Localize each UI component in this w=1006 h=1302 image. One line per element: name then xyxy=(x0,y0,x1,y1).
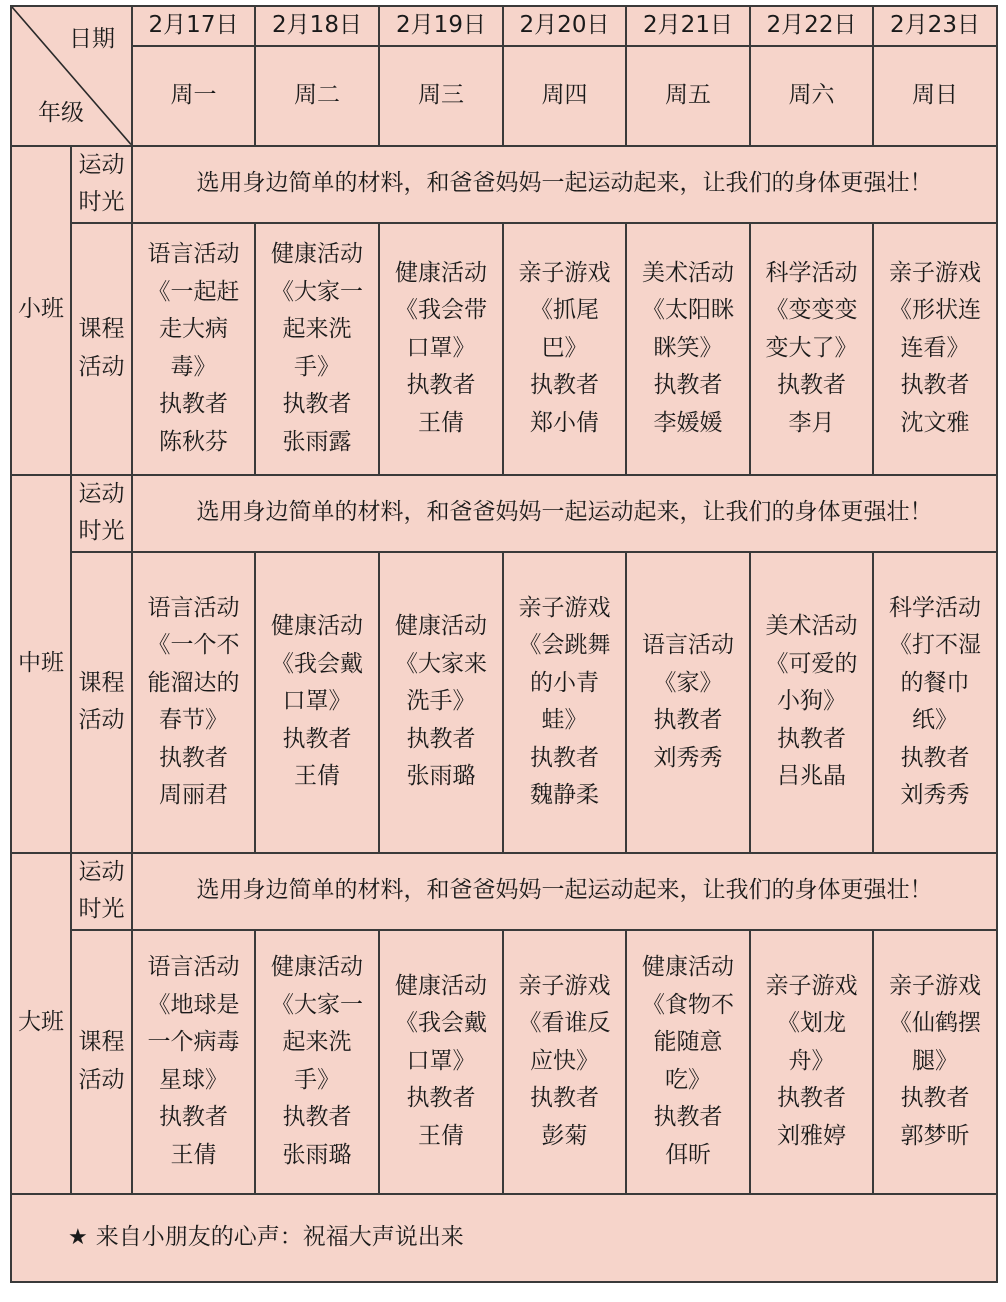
activity-text: 语言活动 《一个不 能溜达的 春节》 执教者 周丽君 xyxy=(147,594,240,808)
activity-cell xyxy=(379,223,503,475)
activity-cell xyxy=(873,223,997,475)
star-icon: ★ xyxy=(68,1224,88,1250)
activity-text: 健康活动 《大家一 起来洗 手》 执教者 张雨露 xyxy=(271,241,363,455)
activity-cell xyxy=(626,552,750,853)
activity-text: 亲子游戏 《形状连 连看》 执教者 沈文雅 xyxy=(889,259,981,436)
date-cell: 2月17日 xyxy=(132,6,255,46)
sport-description: 选用身边简单的材料，和爸爸妈妈一起运动起来，让我们的身体更强壮！ xyxy=(132,146,997,223)
date-cell: 2月18日 xyxy=(255,6,379,46)
weekday-cell: 周一 xyxy=(132,46,255,146)
activity-cell xyxy=(379,930,503,1194)
sport-description: 选用身边简单的材料，和爸爸妈妈一起运动起来，让我们的身体更强壮！ xyxy=(132,853,997,930)
activity-text: 语言活动 《一起赶 走大病 毒》 执教者 陈秋芬 xyxy=(147,241,240,455)
activity-text: 健康活动 《我会戴 口罩》 执教者 王倩 xyxy=(395,972,487,1149)
grade-label: 中班 xyxy=(11,475,71,853)
activity-cell xyxy=(132,552,255,853)
activity-cell xyxy=(255,223,379,475)
date-cell: 2月23日 xyxy=(873,6,997,46)
course-label: 课程 活动 xyxy=(71,552,132,853)
activity-cell xyxy=(750,930,873,1194)
weekday-cell: 周五 xyxy=(626,46,750,146)
activity-text: 健康活动 《大家来 洗手》 执教者 张雨璐 xyxy=(395,613,487,790)
activity-text: 健康活动 《大家一 起来洗 手》 执教者 张雨璐 xyxy=(271,954,363,1168)
weekday-cell: 周三 xyxy=(379,46,503,146)
schedule-table xyxy=(10,5,998,1283)
activity-cell xyxy=(626,223,750,475)
activity-text: 亲子游戏 《仙鹤摆 腿》 执教者 郭梦昕 xyxy=(889,972,981,1149)
corner-grade-label: 年级 xyxy=(38,99,84,126)
activity-cell xyxy=(255,930,379,1194)
weekday-cell: 周日 xyxy=(873,46,997,146)
activity-text: 健康活动 《我会戴 口罩》 执教者 王倩 xyxy=(271,613,363,790)
footer-note xyxy=(11,1194,997,1282)
activity-text: 亲子游戏 《会跳舞 的小青 蛙》 执教者 魏静柔 xyxy=(518,594,611,808)
activity-cell xyxy=(873,930,997,1194)
date-cell: 2月19日 xyxy=(379,6,503,46)
sport-label: 运动 时光 xyxy=(71,475,132,552)
weekday-cell: 周二 xyxy=(255,46,379,146)
activity-cell xyxy=(626,930,750,1194)
activity-cell xyxy=(750,552,873,853)
activity-text: 语言活动 《地球是 一个病毒 星球》 执教者 王倩 xyxy=(147,954,240,1168)
date-cell: 2月20日 xyxy=(503,6,626,46)
activity-cell xyxy=(503,930,626,1194)
activity-cell xyxy=(873,552,997,853)
activity-text: 美术活动 《可爱的 小狗》 执教者 吕兆晶 xyxy=(765,613,858,790)
activity-text: 健康活动 《我会带 口罩》 执教者 王倩 xyxy=(395,259,487,436)
weekday-cell: 周四 xyxy=(503,46,626,146)
activity-text: 亲子游戏 《划龙 舟》 执教者 刘雅婷 xyxy=(765,972,858,1149)
activity-text: 亲子游戏 《看谁反 应快》 执教者 彭菊 xyxy=(518,972,611,1149)
course-label: 课程 活动 xyxy=(71,223,132,475)
footer-text: 来自小朋友的心声：祝福大声说出来 xyxy=(95,1223,464,1250)
activity-cell xyxy=(503,223,626,475)
sport-label: 运动 时光 xyxy=(71,853,132,930)
course-label: 课程 活动 xyxy=(71,930,132,1194)
header-corner xyxy=(11,6,132,146)
activity-text: 语言活动 《家》 执教者 刘秀秀 xyxy=(642,632,734,771)
activity-text: 亲子游戏 《抓尾 巴》 执教者 郑小倩 xyxy=(518,259,611,436)
activity-cell xyxy=(132,930,255,1194)
activity-text: 健康活动 《食物不 能随意 吃》 执教者 佴昕 xyxy=(642,954,734,1168)
grade-label: 大班 xyxy=(11,853,71,1194)
activity-cell xyxy=(379,552,503,853)
grade-label: 小班 xyxy=(11,146,71,475)
date-cell: 2月21日 xyxy=(626,6,750,46)
activity-cell xyxy=(750,223,873,475)
activity-text: 美术活动 《太阳眯 眯笑》 执教者 李媛媛 xyxy=(642,259,734,436)
sport-label: 运动 时光 xyxy=(71,146,132,223)
activity-text: 科学活动 《变变变 变大了》 执教者 李月 xyxy=(765,259,858,436)
date-cell: 2月22日 xyxy=(750,6,873,46)
sport-description: 选用身边简单的材料，和爸爸妈妈一起运动起来，让我们的身体更强壮！ xyxy=(132,475,997,552)
activity-cell xyxy=(132,223,255,475)
weekday-cell: 周六 xyxy=(750,46,873,146)
activity-cell xyxy=(255,552,379,853)
activity-cell xyxy=(503,552,626,853)
activity-text: 科学活动 《打不湿 的餐巾 纸》 执教者 刘秀秀 xyxy=(889,594,981,808)
corner-date-label: 日期 xyxy=(69,26,115,52)
